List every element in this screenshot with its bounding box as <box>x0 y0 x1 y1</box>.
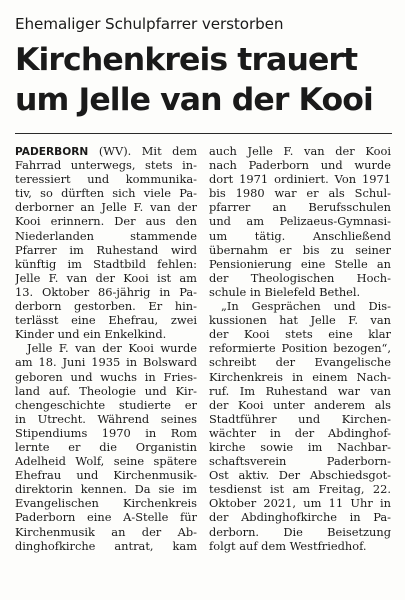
article-line: derborn gestorben. Er hin- <box>15 299 197 314</box>
article-line: folgt auf dem Westfriedhof. <box>209 538 367 553</box>
article-line: schaftsverein Paderborn- <box>209 454 391 469</box>
article-line: Pensionierung eine Stelle an <box>209 256 391 271</box>
article-line: Ehefrau und Kirchenmusik- <box>15 468 197 483</box>
article-line: „In Gesprächen und Dis- <box>221 299 391 314</box>
article-line: terlässt eine Ehefrau, zwei <box>15 313 197 328</box>
article-line: Niederlanden stammende <box>15 228 197 243</box>
divider <box>15 133 392 134</box>
article-line: pfarrer an Berufsschulen <box>209 200 391 215</box>
article-line: land auf. Theologie und Kir- <box>15 383 197 398</box>
body-column-1 <box>15 144 197 553</box>
article-line: kirche sowie im Nachbar- <box>209 439 391 454</box>
article-line: kussionen hat Jelle F. van <box>209 313 391 328</box>
article-line: Evangelischen Kirchenkreis <box>15 496 197 511</box>
article-line: dort 1971 ordiniert. Von 1971 <box>209 172 391 187</box>
article-line: Pfarrer im Ruhestand wird <box>15 242 197 257</box>
article-kicker: Ehemaliger Schulpfarrer verstorben <box>15 15 284 33</box>
article-line: und am Pelizaeus-Gymnasi- <box>209 214 391 229</box>
article-line: bis 1980 war er als Schul- <box>209 186 391 201</box>
article-line: lernte er die Organistin <box>15 439 197 454</box>
article-line: teressiert und kommunika- <box>15 172 197 187</box>
article-line: derborner an Jelle F. van der <box>15 200 197 215</box>
article-line: Ost aktiv. Der Abschiedsgot- <box>209 468 391 483</box>
article-line: übernahm er bis zu seiner <box>209 242 391 257</box>
article-line: Paderborn eine A-Stelle für <box>15 510 197 525</box>
article-line: der Abdinghofkirche in Pa- <box>209 510 391 525</box>
article-line: um tätig. Anschließend <box>209 228 391 243</box>
article-line: direktorin kennen. Da sie im <box>15 482 197 497</box>
article-line: Kirchenkreis in einem Nach- <box>209 369 391 384</box>
article-line: 13. Oktober 86-jährig in Pa- <box>15 284 197 299</box>
headline-line-2: um Jelle van der Kooi <box>15 82 373 118</box>
article-line: Stipendiums 1970 in Rom <box>15 425 197 440</box>
article-line: Jelle F. van der Kooi wurde <box>27 341 197 356</box>
article-line: ruf. Im Ruhestand war van <box>209 383 391 398</box>
article-line: reformierte Position bezogen“, <box>209 341 391 356</box>
article-line: nach Paderborn und wurde <box>209 158 391 173</box>
article-line: in Utrecht. Während seines <box>15 411 197 426</box>
article-line: künftig im Stadtbild fehlen: <box>15 256 197 271</box>
headline-line-1: Kirchenkreis trauert <box>15 42 358 78</box>
article-line: derborn. Die Beisetzung <box>209 524 391 539</box>
article-line: auch Jelle F. van der Kooi <box>209 144 391 158</box>
article-line: Adelheid Wolf, seine spätere <box>15 454 197 469</box>
article-line: Oktober 2021, um 11 Uhr in <box>209 496 391 511</box>
article-line: der Theologischen Hoch- <box>209 270 391 285</box>
article-line: Stadtführer und Kirchen- <box>209 411 391 426</box>
article-line: Kooi erinnern. Der aus den <box>15 214 197 229</box>
article-line: Fahrrad unterwegs, stets in- <box>15 158 197 173</box>
article-dateline: PADERBORN <box>15 146 89 158</box>
article-line: Kinder und ein Enkelkind. <box>15 327 167 342</box>
article-line-text: (WV). Mit dem <box>98 144 197 158</box>
article-line: Jelle F. van der Kooi ist am <box>15 270 197 285</box>
article-body <box>15 144 392 553</box>
article-line: schule in Bielefeld Bethel. <box>209 284 361 299</box>
article-line: tesdienst ist am Freitag, 22. <box>209 482 391 497</box>
article-line: geboren und wuchs in Fries- <box>15 369 197 384</box>
article-line <box>15 144 197 158</box>
article-line: dinghofkirche antrat, kam <box>15 538 197 553</box>
article-line: am 18. Juni 1935 in Bolsward <box>15 355 197 370</box>
article-line: der Kooi unter anderem als <box>209 397 391 412</box>
article-headline <box>15 40 392 120</box>
body-column-2 <box>209 144 391 553</box>
article-line: wächter in der Abdinghof- <box>209 425 391 440</box>
article-line: chengeschichte studierte er <box>15 397 197 412</box>
article-line: der Kooi stets eine klar <box>209 327 391 342</box>
article-line: tiv, so dürften sich viele Pa- <box>15 186 197 201</box>
article-line: Kirchenmusik an der Ab- <box>15 524 197 539</box>
article-line: schreibt der Evangelische <box>209 355 391 370</box>
